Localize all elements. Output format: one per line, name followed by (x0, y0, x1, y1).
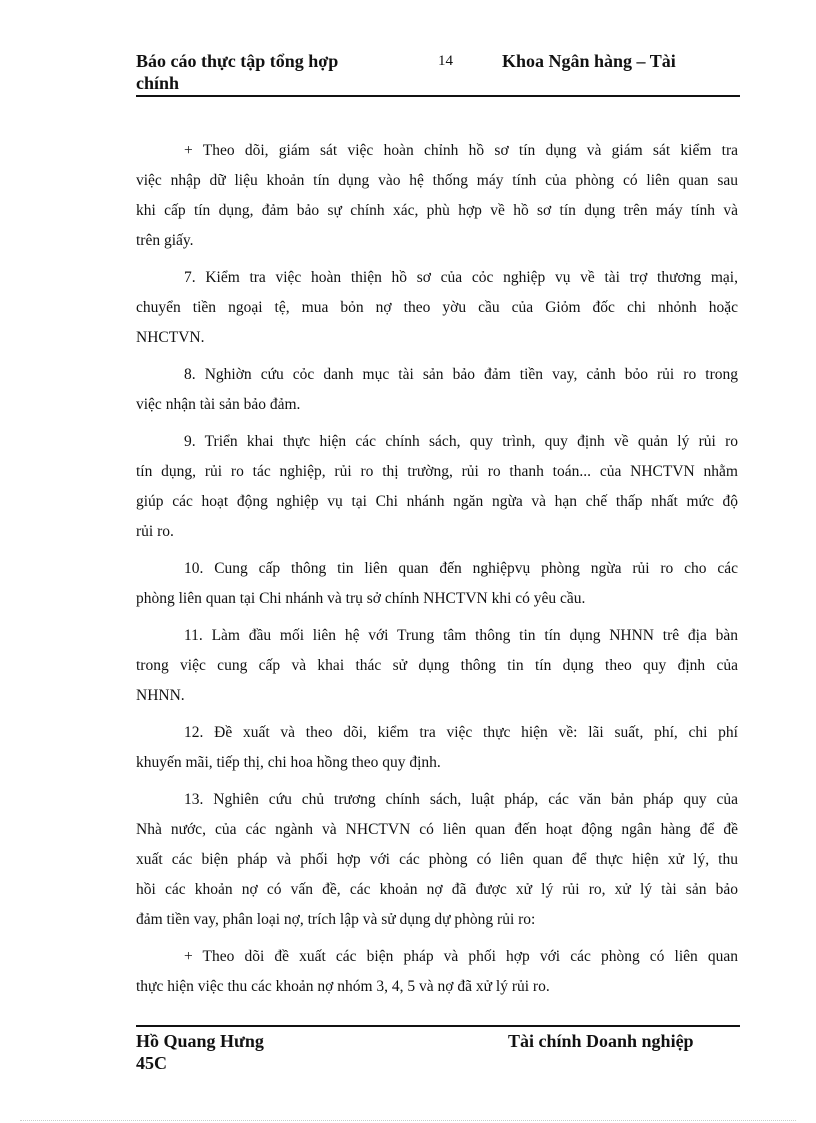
paragraph-line: + Theo dõi, giám sát việc hoàn chỉnh hồ sơ tín dụng và giám sát kiểm tra (184, 142, 738, 159)
header-title (136, 50, 396, 94)
paragraph-line: NHNN. (136, 687, 185, 704)
paragraph-line: việc nhập dữ liệu khoản tín dụng vào hệ thống máy tính của phòng có liên quan sau (136, 172, 738, 189)
paragraph-line: xuất các biện pháp và phối hợp với các phòng có liên quan để thực hiện xử lý, thu (136, 851, 738, 868)
paragraph (136, 267, 738, 357)
paragraph-line: 12. Đề xuất và theo dõi, kiểm tra việc thực hiện về: lãi suất, phí, chi phí (184, 724, 738, 741)
paragraph-line: việc nhận tài sản bảo đảm. (136, 396, 301, 413)
paragraph (136, 722, 738, 782)
paragraph-line: giúp các hoạt động nghiệp vụ tại Chi nhánh ngăn ngừa và hạn chế thấp nhất mức độ (136, 493, 738, 510)
paragraph-line: Nhà nước, của các ngành và NHCTVN có liên quan đến hoạt động ngân hàng để đề (136, 821, 738, 838)
paragraph-line: 10. Cung cấp thông tin liên quan đến nghiệpvụ phòng ngừa rủi ro cho các (184, 560, 738, 577)
header-faculty: Khoa Ngân hàng – Tài (502, 51, 676, 71)
footer-author-name: Hồ Quang Hưng (136, 1031, 264, 1051)
paragraph-line: khuyến mãi, tiếp thị, chi hoa hồng theo quy định. (136, 754, 441, 771)
footer-major: Tài chính Doanh nghiệp (508, 1031, 694, 1051)
paragraph-line: NHCTVN. (136, 329, 205, 346)
paragraph-line: 7. Kiểm tra việc hoàn thiện hồ sơ của cỏc nghiệp vụ về tài trợ thương mại, (184, 269, 738, 286)
header-title-line1: Báo cáo thực tập tổng hợp (136, 51, 339, 71)
page-number: 14 (438, 53, 453, 69)
paragraph-line: hồi các khoản nợ có vấn đề, các khoản nợ đã được xử lý rủi ro, xử lý tài sản bảo (136, 881, 738, 898)
paragraph-line: trong việc cung cấp và khai thác sử dụng thông tin tín dụng theo quy định của (136, 657, 738, 674)
paragraph (136, 558, 738, 618)
paragraph-line: chuyển tiền ngoại tệ, mua bỏn nợ theo yờu cầu của Giỏm đốc chi nhỏnh hoặc (136, 299, 738, 316)
paragraph (136, 625, 738, 715)
paragraph-line: 8. Nghiờn cứu cỏc danh mục tài sản bảo đảm tiền vay, cảnh bỏo rủi ro trong (184, 366, 738, 383)
paragraph-line: phòng liên quan tại Chi nhánh và trụ sở chính NHCTVN khi có yêu cầu. (136, 590, 586, 607)
paragraph (136, 140, 738, 260)
footer-author (136, 1030, 264, 1074)
document-body (136, 140, 738, 1013)
page-edge-divider (20, 1120, 796, 1121)
paragraph-line: trên giấy. (136, 232, 194, 249)
paragraph-line: khi cấp tín dụng, đảm bảo sự chính xác, phù hợp về hồ sơ tín dụng trên máy tính và (136, 202, 738, 219)
paragraph (136, 789, 738, 939)
footer-rule (136, 1025, 740, 1027)
footer-author-class: 45C (136, 1053, 167, 1073)
paragraph (136, 946, 738, 1006)
paragraph-line: 9. Triển khai thực hiện các chính sách, quy trình, quy định về quản lý rủi ro (184, 433, 738, 450)
paragraph (136, 431, 738, 551)
paragraph-line: tín dụng, rủi ro tác nghiệp, rủi ro thị trường, rủi ro thanh toán... của NHCTVN nhằm (136, 463, 738, 480)
paragraph (136, 364, 738, 424)
paragraph-line: thực hiện việc thu các khoản nợ nhóm 3, 4, 5 và nợ đã xử lý rủi ro. (136, 978, 550, 995)
paragraph-line: đảm tiền vay, phân loại nợ, trích lập và sử dụng dự phòng rủi ro: (136, 911, 536, 928)
paragraph-line: 13. Nghiên cứu chủ trương chính sách, luật pháp, các văn bản pháp quy của (184, 791, 738, 808)
header-title-line2: chính (136, 73, 180, 93)
paragraph-line: + Theo dõi đề xuất các biện pháp và phối hợp với các phòng có liên quan (184, 948, 738, 965)
paragraph-line: 11. Làm đầu mối liên hệ với Trung tâm thông tin tín dụng NHNN trê địa bàn (184, 627, 738, 644)
header-rule (136, 95, 740, 97)
paragraph-line: rủi ro. (136, 523, 174, 540)
